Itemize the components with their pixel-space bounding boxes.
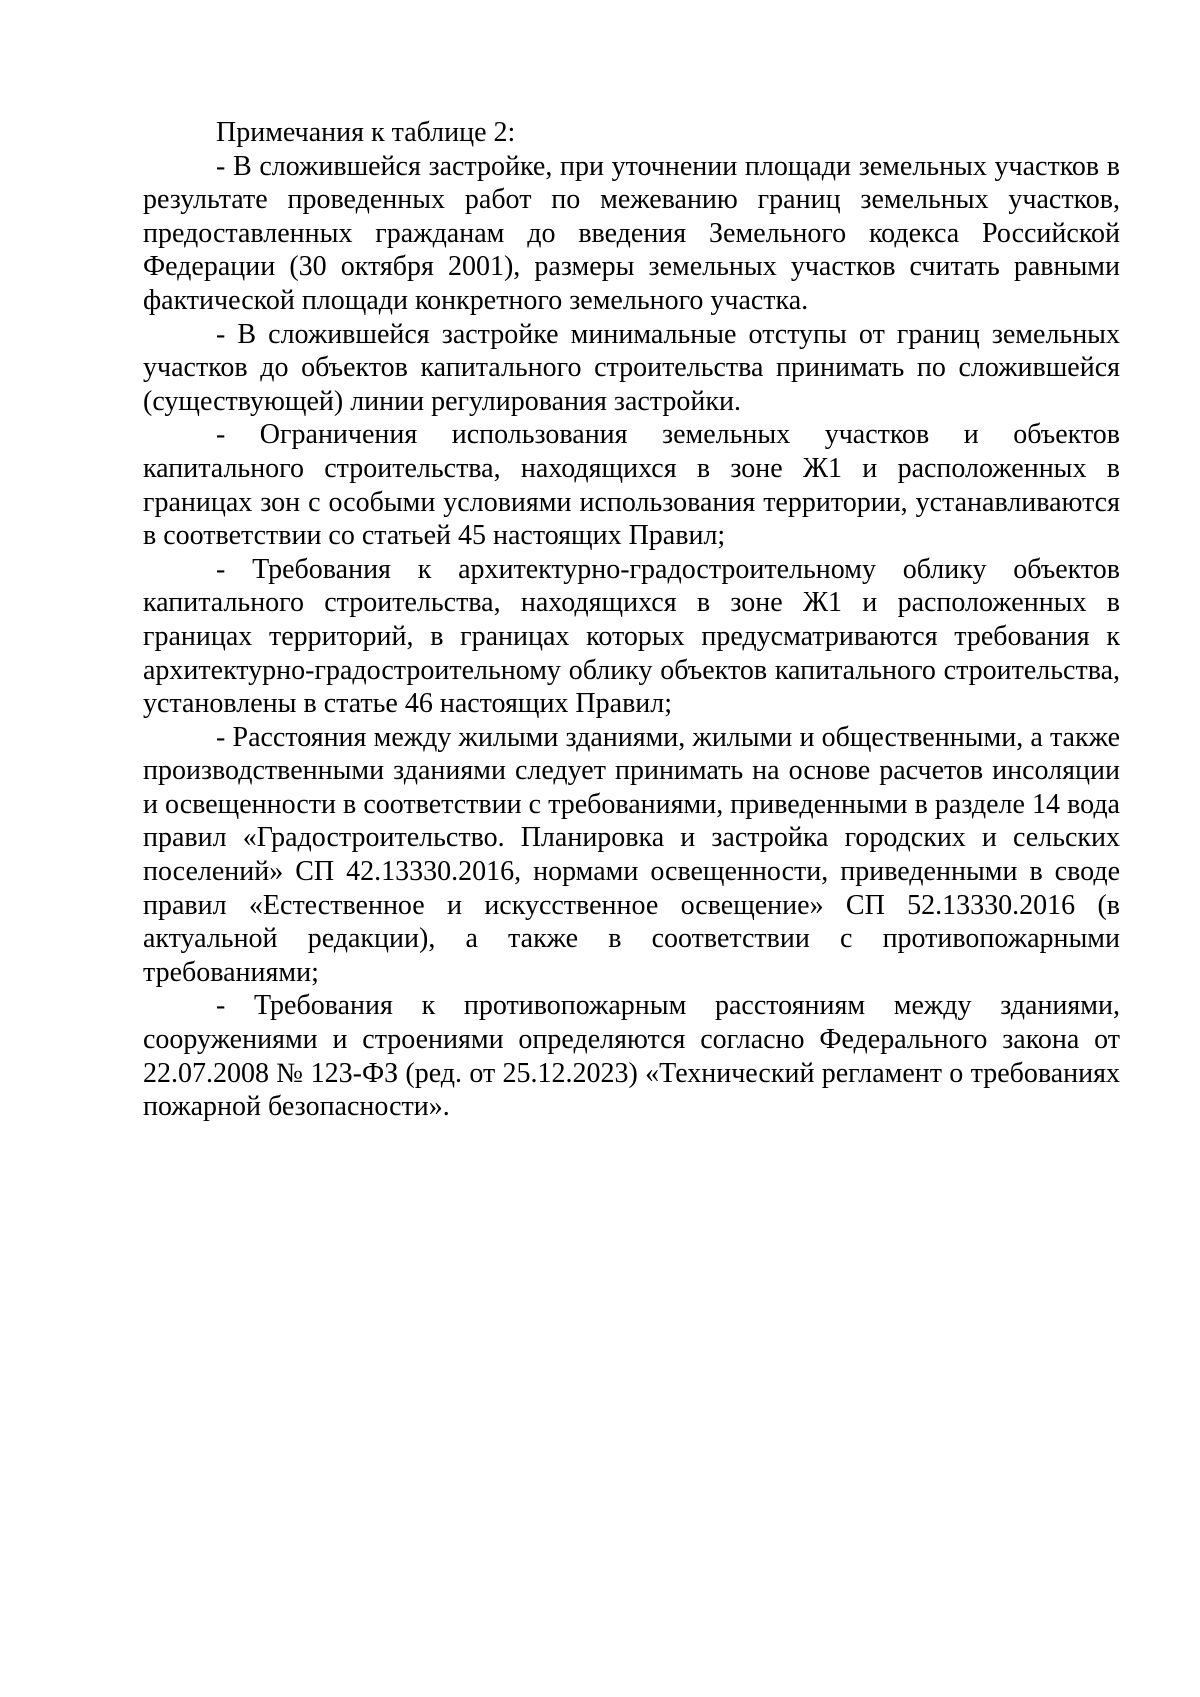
- note-paragraph: - В сложившейся застройке, при уточнении площади земельных участков в результате проведенных работ по межеванию границ земельных участков, предоставленных гражданам до введения Земельного кодекса Российской Федерации (30 октября 2001), размеры земельных участков считать равными фактической площади конкретного земельного участка.: [143, 150, 1120, 316]
- note-paragraph: - Требования к архитектурно-градостроительному облику объектов капитального строительства, находящихся в зоне Ж1 и расположенных в границах территорий, в границах которых предусматриваются требования к архитектурно-градостроительному облику объектов капитального строительства, установлены в статье 46 настоящих Правил;: [143, 553, 1120, 720]
- notes-heading: Примечания к таблице 2:: [216, 117, 516, 148]
- note-paragraph: - Расстояния между жилыми зданиями, жилыми и общественными, а также производственными зданиями следует принимать на основе расчетов инсоляции и освещенности в соответствии с требованиями, приведенными в разделе 14 вода правил «Градостроительство. Планировка и застройка городских и сельских поселений» СП 42.13330.2016, нормами освещенности, приведенными в своде правил «Естественное и искусственное освещение» СП 52.13330.2016 (в актуальной редакции), а также в соответствии с противопожарными требованиями;: [143, 721, 1120, 988]
- note-paragraph: - Ограничения использования земельных участков и объектов капитального строительства, находящихся в зоне Ж1 и расположенных в границах зон с особыми условиями использования территории, устанавливаются в соответствии со статьей 45 настоящих Правил;: [143, 419, 1120, 552]
- document-body: [143, 116, 1120, 1124]
- note-paragraph: - В сложившейся застройке минимальные отступы от границ земельных участков до объектов капитального строительства принимать по сложившейся (существующей) линии регулирования застройки.: [143, 318, 1120, 417]
- note-paragraph: - Требования к противопожарным расстояниям между зданиями, сооружениями и строениями определяются согласно Федерального закона от 22.07.2008 № 123-ФЗ (ред. от 25.12.2023) «Технический регламент о требованиях пожарной безопасности».: [143, 990, 1120, 1123]
